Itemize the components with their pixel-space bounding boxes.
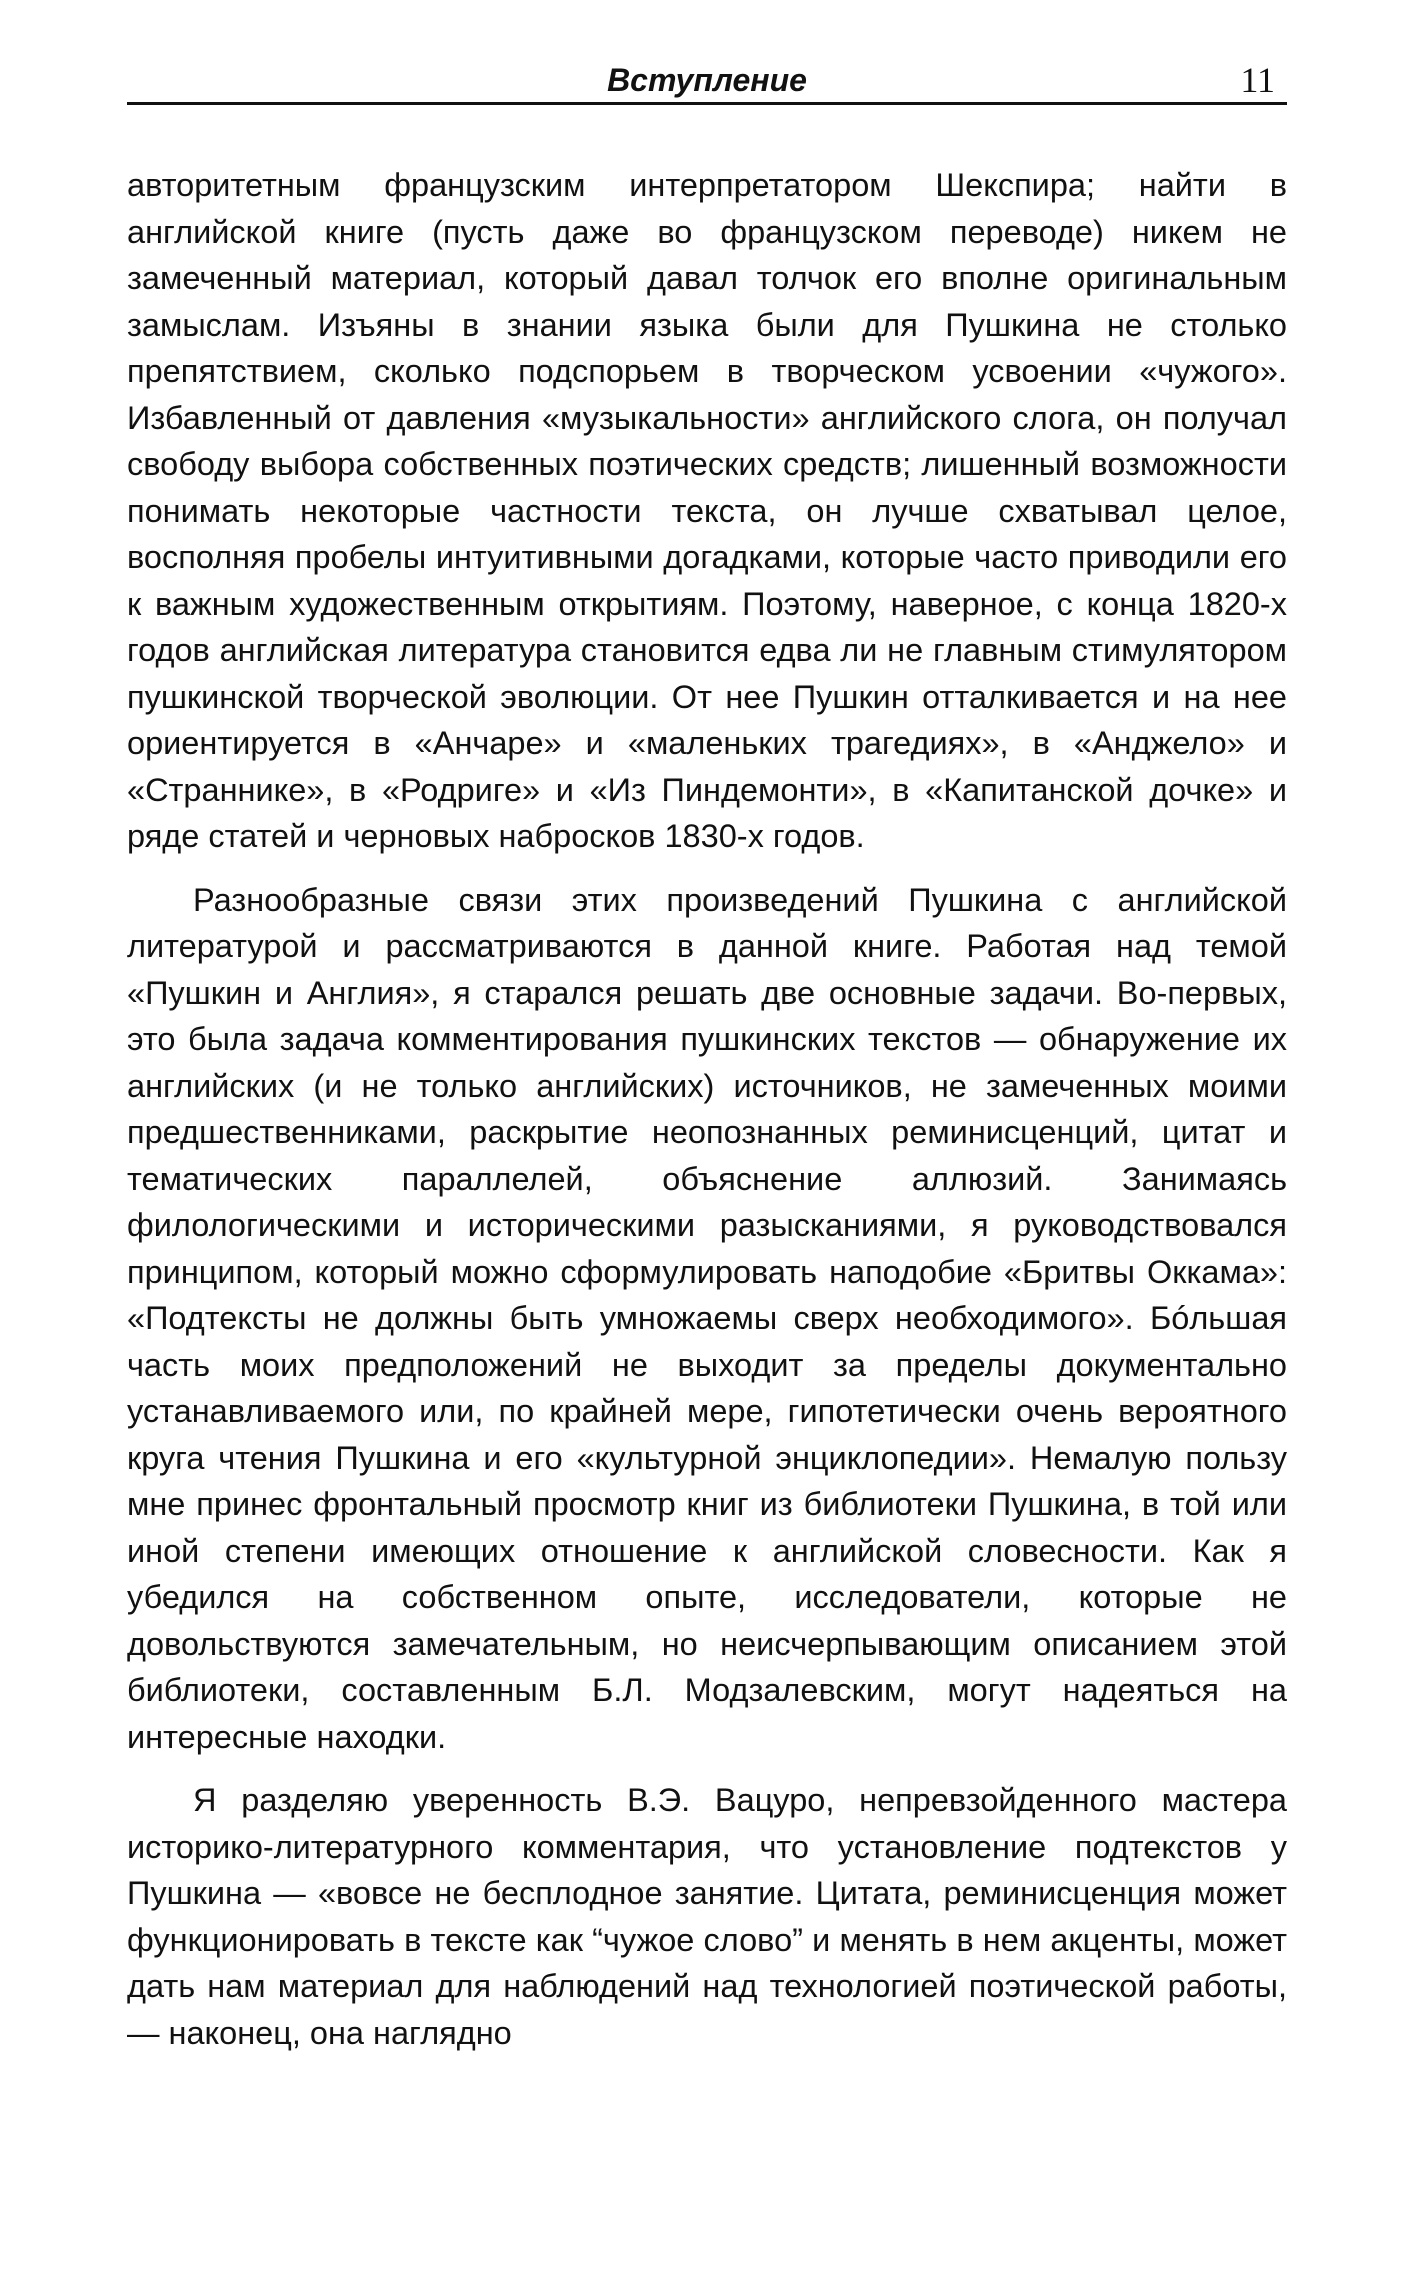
paragraph-continuation: авторитетным французским интерпретатором Шекспира; найти в английской книге (пусть даже во французском переводе) никем не замеченный материал, который давал толчок его вполне оригинальным замыслам. Изъяны в знании языка были для Пушкина не столько препятствием, сколько подспорьем в творческом усвоении «чужого». Избавленный от давления «музыкальности» английского слога, он получал свободу выбора собственных поэтических средств; лишенный возможности понимать некоторые частности текста, он лучше схватывал целое, восполняя пробелы интуитивными догадками, которые часто приводили его к важным художественным открытиям. Поэтому, наверное, с конца 1820-х годов английская литература становится едва ли не главным стимулятором пушкинской творческой эволюции. От нее Пушкин отталкивается и на нее ориентируется в «Анчаре» и «маленьких трагедиях», в «Анджело» и «Страннике», в «Родриге» и «Из Пиндемонти», в «Капитанской дочке» и ряде статей и черновых набросков 1830-х годов. — [127, 167, 1287, 854]
header-rule — [127, 102, 1287, 105]
running-title: Вступление — [607, 62, 807, 98]
paragraph: Я разделяю уверенность В.Э. Вацуро, непревзойденного мастера историко-литературного комментария, что установление подтекстов у Пушкина — «вовсе не бесплодное занятие. Цитата, реминисценция может функционировать в тексте как “чужое слово” и менять в нем акценты, может дать нам материал для наблюдений над технологией поэтической работы, — наконец, она наглядно — [127, 1782, 1287, 2051]
body-text — [127, 162, 1287, 2073]
paragraph: Разнообразные связи этих произведений Пушкина с английской литературой и рассматриваются в данной книге. Работая над темой «Пушкин и Англия», я старался решать две основные задачи. Во-первых, это была задача комментирования пушкинских текстов — обнаружение их английских (и не только английских) источников, не замеченных моими предшественниками, раскрытие неопознанных реминисценций, цитат и тематических параллелей, объяснение аллюзий. Занимаясь филологическими и историческими разысканиями, я руководствовался принципом, который можно сформулировать наподобие «Бритвы Оккама»: «Подтексты не должны быть умножаемы сверх необходимого». Бóльшая часть моих предположений не выходит за пределы документально устанавливаемого или, по крайней мере, гипотетически очень вероятного круга чтения Пушкина и его «культурной энциклопедии». Немалую пользу мне принес фронтальный просмотр книг из библиотеки Пушкина, в той или иной степени имеющих отношение к английской словесности. Как я убедился на собственном опыте, исследователи, которые не довольствуются замечательным, но неисчерпывающим описанием этой библиотеки, составленным Б.Л. Модзалевским, могут надеяться на интересные находки. — [127, 881, 1287, 1755]
page-number: 11 — [1240, 60, 1275, 100]
running-head — [127, 56, 1287, 104]
